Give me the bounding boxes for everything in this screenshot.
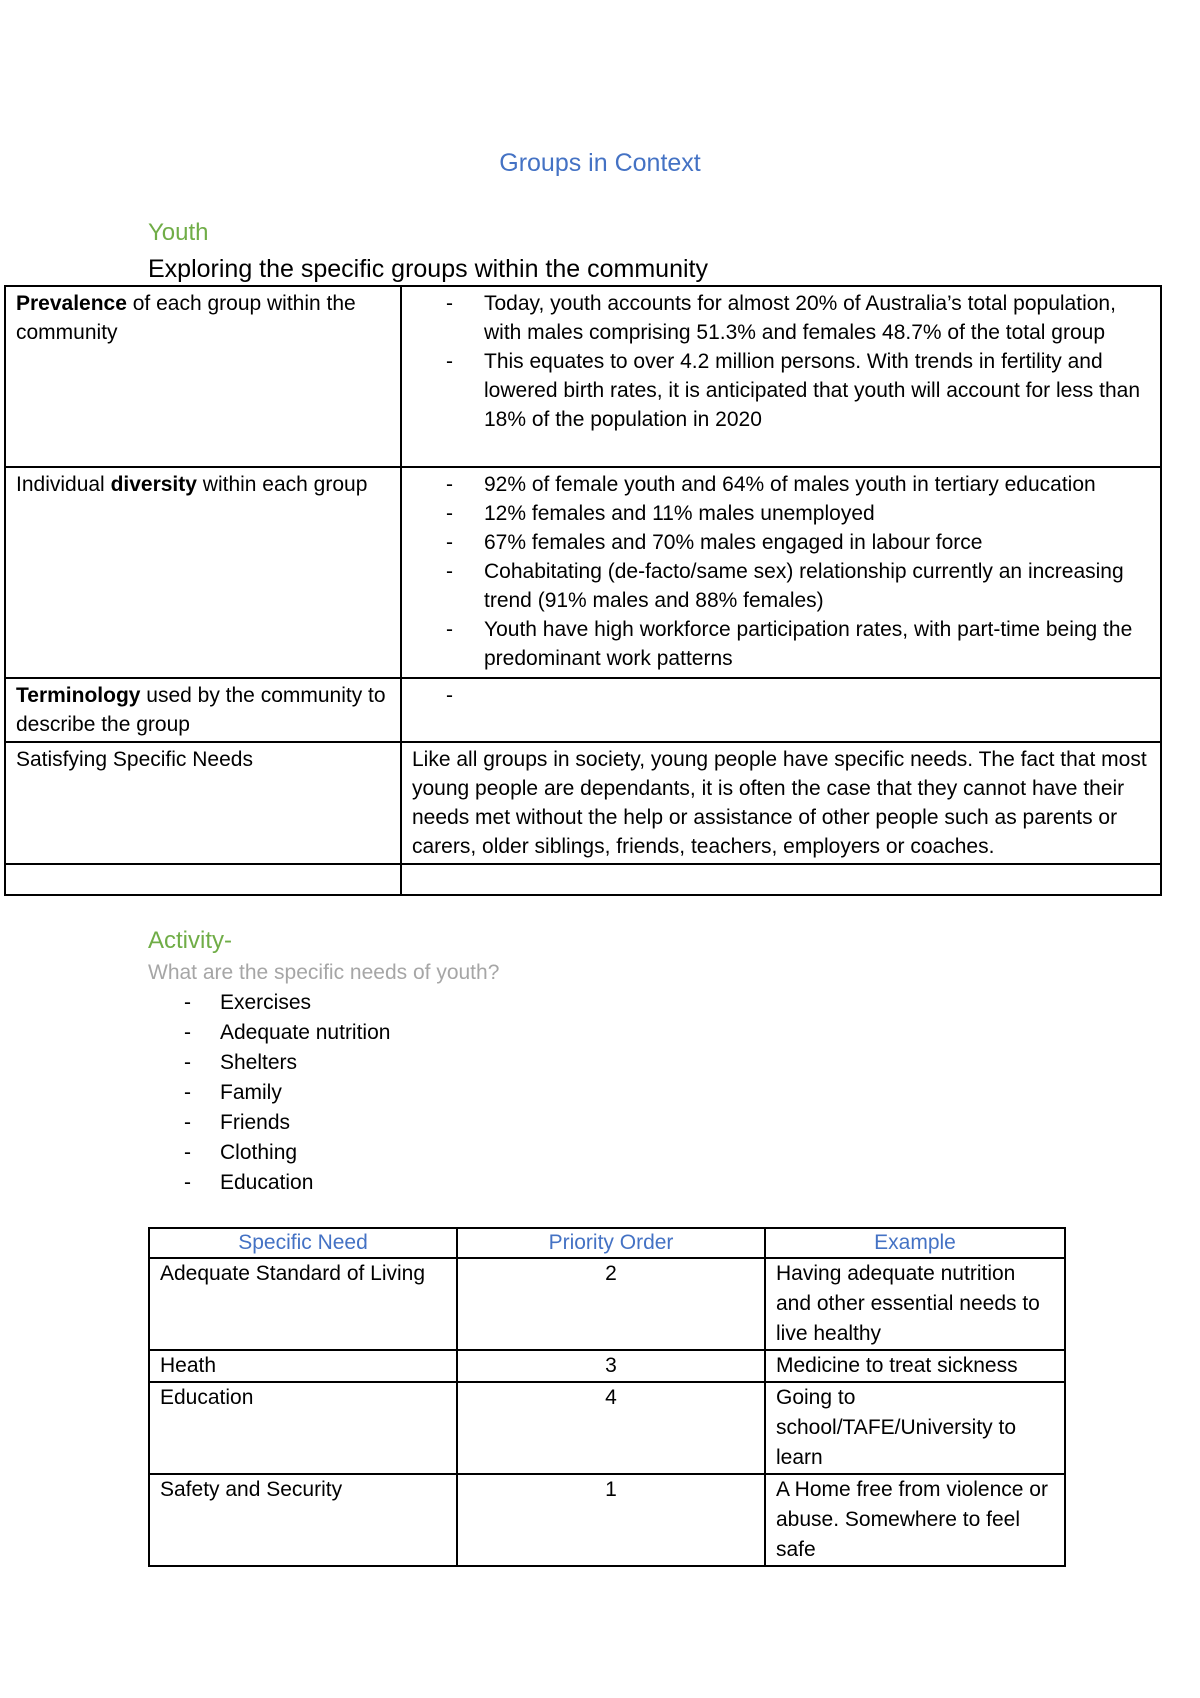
list-item: - Family (148, 1078, 390, 1108)
list-item: - 67% females and 70% males engaged in labour force (484, 528, 1150, 557)
row-label-bold: Terminology (16, 684, 141, 707)
list-item: - Cohabitating (de-facto/same sex) relationship currently an increasing trend (91% males and 88% females) (484, 557, 1150, 615)
row-label-rest: of each group within the community (16, 292, 356, 344)
table-row (149, 1350, 1065, 1382)
row-content: Like all groups in society, young people have specific needs. The fact that most young people are dependants, it is often the case that they cannot have their needs met without the help or assistance of other people such as parents or carers, older siblings, friends, teachers, employers or coaches. (401, 742, 1161, 864)
needs-list (148, 988, 390, 1198)
list-item: - Friends (148, 1108, 390, 1138)
list-item: - Today, youth accounts for almost 20% of Australia’s total population, with males comprising 51.3% and females 48.7% of the total group (484, 289, 1150, 347)
bullet-list (412, 289, 1150, 434)
activity-question: What are the specific needs of youth? (148, 961, 500, 984)
priority-cell: 4 (457, 1382, 765, 1474)
priority-table (148, 1227, 1066, 1567)
section-heading-youth: Youth (148, 219, 209, 246)
list-item: - Exercises (148, 988, 390, 1018)
priority-cell: 1 (457, 1474, 765, 1566)
list-item: - Clothing (148, 1138, 390, 1168)
priority-cell: 2 (457, 1258, 765, 1350)
table-row (5, 742, 1161, 864)
need-cell: Education (149, 1382, 457, 1474)
table-row (149, 1474, 1065, 1566)
list-item: - Youth have high workforce participation rates, with part-time being the predominant work patterns (484, 615, 1150, 673)
row-content (401, 467, 1161, 678)
example-cell: Medicine to treat sickness (765, 1350, 1065, 1382)
table-header-row (149, 1228, 1065, 1258)
table-row-empty (5, 864, 1161, 895)
example-cell: A Home free from violence or abuse. Somewhere to feel safe (765, 1474, 1065, 1566)
example-cell: Having adequate nutrition and other essential needs to live healthy (765, 1258, 1065, 1350)
table-row (149, 1258, 1065, 1350)
row-label-pre: Individual (16, 473, 111, 496)
table-row (5, 467, 1161, 678)
row-content (401, 678, 1161, 742)
document-title: Groups in Context (499, 149, 701, 177)
list-item: - 12% females and 11% males unemployed (484, 499, 1150, 528)
need-cell: Adequate Standard of Living (149, 1258, 457, 1350)
table-row (5, 286, 1161, 467)
list-item: - 92% of female youth and 64% of males youth in tertiary education (484, 470, 1150, 499)
row-label (5, 286, 401, 467)
table-row (5, 678, 1161, 742)
row-label: Satisfying Specific Needs (5, 742, 401, 864)
subheading: Exploring the specific groups within the community (148, 255, 708, 283)
empty-cell (5, 864, 401, 895)
row-content (401, 286, 1161, 467)
activity-heading: Activity- (148, 927, 232, 954)
row-label (5, 678, 401, 742)
bullet-list (412, 470, 1150, 673)
list-item: - Education (148, 1168, 390, 1198)
table-row (149, 1382, 1065, 1474)
row-label-bold: diversity (110, 473, 197, 496)
need-cell: Safety and Security (149, 1474, 457, 1566)
column-header-priority-order: Priority Order (457, 1228, 765, 1258)
column-header-specific-need: Specific Need (149, 1228, 457, 1258)
need-cell: Heath (149, 1350, 457, 1382)
list-item: - This equates to over 4.2 million persons. With trends in fertility and lowered birth rates, it is anticipated that youth will account for less than 18% of the population in 2020 (484, 347, 1150, 434)
groups-table (4, 285, 1162, 896)
row-label (5, 467, 401, 678)
column-header-example: Example (765, 1228, 1065, 1258)
empty-cell (401, 864, 1161, 895)
list-item: - Shelters (148, 1048, 390, 1078)
priority-cell: 3 (457, 1350, 765, 1382)
list-item: - Adequate nutrition (148, 1018, 390, 1048)
row-label-rest: within each group (196, 473, 368, 496)
row-label-bold: Prevalence (16, 292, 127, 315)
example-cell: Going to school/TAFE/University to learn (765, 1382, 1065, 1474)
row-label-rest: used by the community to describe the group (16, 684, 386, 736)
